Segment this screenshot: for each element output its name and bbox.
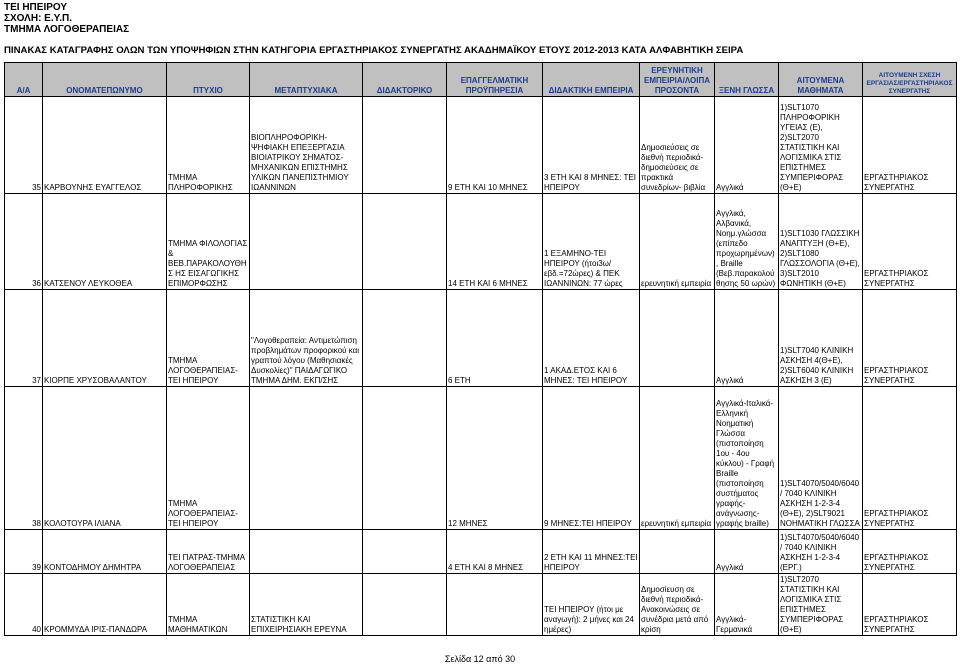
cell-phd [363,530,447,574]
cell-degree: ΤΕΙ ΠΑΤΡΑΣ-ΤΜΗΜΑ ΛΟΓΟΘΕΡΑΠΕΙΑΣ [167,530,250,574]
cell-lang: Αγγλικά [715,530,779,574]
col-header-name: ΟΝΟΜΑΤΕΠΩΝΥΜΟ [43,63,167,97]
cell-subject: 1)SLT2070 ΣΤΑΤΙΣΤΙΚΗ ΚΑΙ ΛΟΓΙΣΜΙΚΑ ΣΤΙΣ ΕΠΙΣΤΗΜΕΣ ΣΥΜΠΕΡΙΦΟΡΑΣ (Θ+Ε) [779,574,863,636]
table-row [5,290,957,387]
cell-prof: 12 ΜΗΝΕΣ [447,387,543,530]
cell-research [640,290,715,387]
cell-name: ΚΑΡΒΟΥΝΗΣ ΕΥΑΓΓΕΛΟΣ [43,97,167,194]
cell-relation: ΕΡΓΑΣΤΗΡΙΑΚΟΣ ΣΥΝΕΡΓΑΤΗΣ [863,194,957,290]
cell-aa: 39 [5,530,43,574]
cell-research: ερευνητική εμπειρία [640,387,715,530]
cell-subject: 1)SLT1030 ΓΛΩΣΣΙΚΗ ΑΝΑΠΤΥΞΗ (Θ+Ε), 2)SLT1080 ΓΛΩΣΣΟΛΟΓΙΑ (Θ+Ε), 3)SLT2010 ΦΩΝΗΤΙΚΗ (Θ+Ε) [779,194,863,290]
department-name: ΤΜΗΜΑ ΛΟΓΟΘΕΡΑΠΕΙΑΣ [4,24,130,35]
school-name: ΣΧΟΛΗ: Ε.Υ.Π. [4,13,72,24]
cell-aa: 38 [5,387,43,530]
cell-aa: 35 [5,97,43,194]
cell-lang: Αγγλικά [715,97,779,194]
cell-degree: ΤΜΗΜΑ ΦΙΛΟΛΟΓΙΑΣ & ΒΕΒ.ΠΑΡΑΚΟΛΟΥΘΗΣ ΗΣ ΕΙΣΑΓΩΓΙΚΗΣ ΕΠΙΜΟΡΦΩΣΗΣ [167,194,250,290]
cell-master [250,387,363,530]
cell-lang: Αγγλικά, Αλβανικά, Νοημ.γλώσσα (επίπεδο προχωρημένων) , Braille (Βεβ.παρακολού θησης 50 ωρών) [715,194,779,290]
cell-master: ΣΤΑΤΙΣΤΙΚΗ ΚΑΙ ΕΠΙΧΕΙΡΗΣΙΑΚΗ ΕΡΕΥΝΑ [250,574,363,636]
cell-master: "Λογοθεραπεία: Αντιμετώπιση προβλημάτων προφορικού και γραπτού λόγου (Μαθησιακές Δυσκολίες)" ΠΑΙΔΑΓΩΓΙΚΟ ΤΜΗΜΑ ΔΗΜ. ΕΚΠ/ΣΗΣ [250,290,363,387]
cell-research: Δημοσίευση σε διεθνή περιοδικά- Ανακοινώσεις σε συνέδρια μετά από κρίση [640,574,715,636]
cell-master: ΒΙΟΠΛΗΡΟΦΟΡΙΚΗ- ΨΗΦΙΑΚΗ ΕΠΕΞΕΡΓΑΣΙΑ ΒΙΟΙΑΤΡΙΚΟΥ ΣΗΜΑΤΟΣ- ΜΗΧΑΝΙΚΩΝ ΕΠΙΣΤΗΜΗΣ ΥΛΙΚΩΝ ΠΑΝΕΠΙΣΤΗΜΙΟΥ ΙΩΑΝΝΙΝΩΝ [250,97,363,194]
cell-phd [363,97,447,194]
col-header-aa: Α/Α [5,63,43,97]
page-number: Σελίδα 12 από 30 [444,654,516,664]
table-row [5,194,957,290]
cell-research [640,530,715,574]
cell-prof: 4 ΕΤΗ ΚΑΙ 8 ΜΗΝΕΣ [447,530,543,574]
cell-lang: Αγγλικά [715,290,779,387]
cell-master [250,530,363,574]
cell-relation: ΕΡΓΑΣΤΗΡΙΑΚΟΣ ΣΥΝΕΡΓΑΤΗΣ [863,530,957,574]
col-header-phd: ΔΙΔΑΚΤΟΡΙΚΟ [363,63,447,97]
cell-degree: ΤΜΗΜΑ ΜΑΘΗΜΑΤΙΚΩΝ [167,574,250,636]
candidates-table [4,62,957,636]
cell-name: ΚΟΝΤΟΔΗΜΟΥ ΔΗΜΗΤΡΑ [43,530,167,574]
cell-subject: 1)SLT1070 ΠΛΗΡΟΦΟΡΙΚΗ ΥΓΕΙΑΣ (Ε), 2)SLT2070 ΣΤΑΤΙΣΤΙΚΗ ΚΑΙ ΛΟΓΙΣΜΙΚΑ ΣΤΙΣ ΕΠΙΣΤΗΜΕΣ ΣΥΜΠΕΡΙΦΟΡΑΣ (Θ+Ε) [779,97,863,194]
table-title: ΠΙΝΑΚΑΣ ΚΑΤΑΓΡΑΦΗΣ ΟΛΩΝ ΤΩΝ ΥΠΟΨΗΦΙΩΝ ΣΤΗΝ ΚΑΤΗΓΟΡΙΑ ΕΡΓΑΣΤΗΡΙΑΚΟΣ ΣΥΝΕΡΓΑΤΗΣ ΑΚΑΔΗΜΑΪΚΟΥ ΕΤΟΥΣ 2012-2013 ΚΑΤΑ ΑΛΦΑΒΗΤΙΚΗ ΣΕΙΡΑ [4,45,744,56]
cell-phd [363,574,447,636]
cell-name: ΚΑΤΣΕΝΟΥ ΛΕΥΚΟΘΕΑ [43,194,167,290]
cell-prof: 9 ΕΤΗ ΚΑΙ 10 ΜΗΝΕΣ [447,97,543,194]
table-row [5,387,957,530]
col-header-prof: ΕΠΑΓΓΕΛΜΑΤΙΚΗ ΠΡΟΫΠΗΡΕΣΙΑ [447,63,543,97]
cell-subject: 1)SLT7040 ΚΛΙΝΙΚΗ ΑΣΚΗΣΗ 4(Θ+Ε), 2)SLT6040 ΚΛΙΝΙΚΗ ΑΣΚΗΣΗ 3 (Ε) [779,290,863,387]
cell-phd [363,194,447,290]
cell-degree: ΤΜΗΜΑ ΠΛΗΡΟΦΟΡΙΚΗΣ [167,97,250,194]
table-header-row [5,63,957,97]
cell-teach: 9 ΜΗΝΕΣ:ΤΕΙ ΗΠΕΙΡΟΥ [543,387,640,530]
col-header-research: ΕΡΕΥΝΗΤΙΚΗ ΕΜΠΕΙΡΙΑ/ΛΟΙΠΑ ΠΡΟΣΟΝΤΑ [640,63,715,97]
cell-lang: Αγγλικά- Γερμανικά [715,574,779,636]
cell-aa: 37 [5,290,43,387]
cell-lang: Αγγλικά-Ιταλικά- Ελληνική Νοηματική Γλώσσα (πιστοποίηση 1ου - 4ου κύκλου) - Γραφή Braille (πιστοποίηση συστήματος γραφής- ανάγνωσης- γραφής braille) [715,387,779,530]
col-header-lang: ΞΕΝΗ ΓΛΩΣΣΑ [715,63,779,97]
cell-subject: 1)SLT4070/5040/6040/ 7040 ΚΛΙΝΙΚΗ ΑΣΚΗΣΗ 1-2-3-4 (ΕΡΓ.) [779,530,863,574]
cell-prof [447,574,543,636]
institution-name: ΤΕΙ ΗΠΕΙΡΟΥ [4,2,68,13]
cell-relation: ΕΡΓΑΣΤΗΡΙΑΚΟΣ ΣΥΝΕΡΓΑΤΗΣ [863,290,957,387]
cell-master [250,194,363,290]
col-header-degree: ΠΤΥΧΙΟ [167,63,250,97]
cell-aa: 36 [5,194,43,290]
cell-phd [363,387,447,530]
cell-degree: ΤΜΗΜΑ ΛΟΓΟΘΕΡΑΠΕΙΑΣ-ΤΕΙ ΗΠΕΙΡΟΥ [167,290,250,387]
cell-prof: 6 ΕΤΗ [447,290,543,387]
cell-research: Δημοσιεύσεις σε διεθνή περιοδικά- δημοσιεύσεις σε πρακτικά συνεδρίων- βιβλία [640,97,715,194]
cell-relation: ΕΡΓΑΣΤΗΡΙΑΚΟΣ ΣΥΝΕΡΓΑΤΗΣ [863,97,957,194]
table-row [5,574,957,636]
cell-name: ΚΡΟΜΜΥΔΑ ΙΡΙΣ-ΠΑΝΔΩΡΑ [43,574,167,636]
cell-aa: 40 [5,574,43,636]
table-row [5,97,957,194]
col-header-relation: ΑΙΤΟΥΜΕΝΗ ΣΧΕΣΗ ΕΡΓΑΣΙΑΣ/ΕΡΓΑΣΤΗΡΙΑΚΟΣ ΣΥΝΕΡΓΑΤΗΣ [863,63,957,97]
cell-name: ΚΟΛΟΤΟΥΡΑ ΙΛΙΑΝΑ [43,387,167,530]
col-header-subject: ΑΙΤΟΥΜΕΝΑ ΜΑΘΗΜΑΤΑ [779,63,863,97]
cell-name: ΚΙΟΡΠΕ ΧΡΥΣΟΒΑΛΑΝΤΟΥ [43,290,167,387]
cell-relation: ΕΡΓΑΣΤΗΡΙΑΚΟΣ ΣΥΝΕΡΓΑΤΗΣ [863,574,957,636]
col-header-teach: ΔΙΔΑΚΤΙΚΗ ΕΜΠΕΙΡΙΑ [543,63,640,97]
cell-teach: 1 ΕΞΑΜΗΝΟ-ΤΕΙ ΗΠΕΙΡΟΥ (ήτοι3ω/εβδ.=72ώρες) & ΠΕΚ ΙΩΑΝΝΙΝΩΝ: 77 ώρες [543,194,640,290]
cell-research: ερευνητική εμπειρία [640,194,715,290]
cell-phd [363,290,447,387]
cell-teach: 2 ΕΤΗ ΚΑΙ 11 ΜΗΝΕΣ:ΤΕΙ ΗΠΕΙΡΟΥ [543,530,640,574]
cell-prof: 14 ΕΤΗ ΚΑΙ 6 ΜΗΝΕΣ [447,194,543,290]
cell-teach: 3 ΕΤΗ ΚΑΙ 8 ΜΗΝΕΣ: ΤΕΙ ΗΠΕΙΡΟΥ [543,97,640,194]
cell-teach: ΤΕΙ ΗΠΕΙΡΟΥ (ήτοι με αναγωγή): 2 μήνες και 24 ημέρες) [543,574,640,636]
cell-relation: ΕΡΓΑΣΤΗΡΙΑΚΟΣ ΣΥΝΕΡΓΑΤΗΣ [863,387,957,530]
table-row [5,530,957,574]
cell-degree: ΤΜΗΜΑ ΛΟΓΟΘΕΡΑΠΕΙΑΣ-ΤΕΙ ΗΠΕΙΡΟΥ [167,387,250,530]
cell-teach: 1 ΑΚΑΔ.ΕΤΟΣ ΚΑΙ 6 ΜΗΝΕΣ: ΤΕΙ ΗΠΕΙΡΟΥ [543,290,640,387]
col-header-master: ΜΕΤΑΠΤΥΧΙΑΚΑ [250,63,363,97]
cell-subject: 1)SLT4070/5040/6040/ 7040 ΚΛΙΝΙΚΗ ΑΣΚΗΣΗ 1-2-3-4 (Θ+Ε), 2)SLT9021 ΝΟΗΜΑΤΙΚΗ ΓΛΩΣΣΑ [779,387,863,530]
